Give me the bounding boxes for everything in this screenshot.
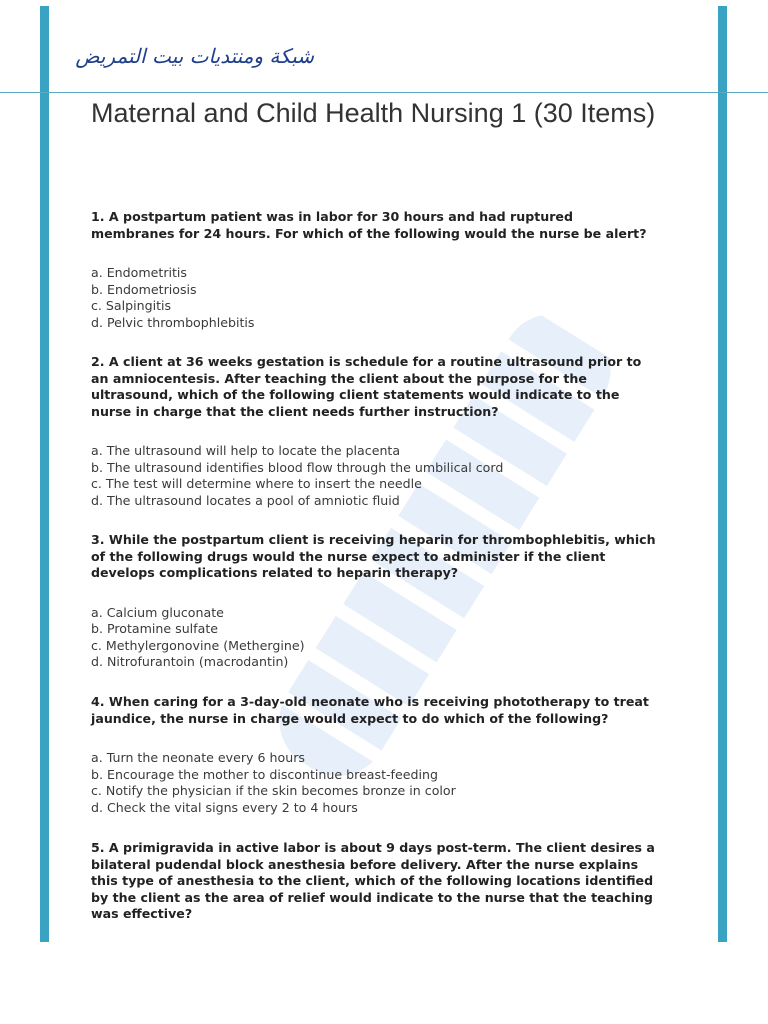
right-frame-bar (718, 6, 727, 942)
option-b[interactable]: b. Protamine sulfate (91, 621, 219, 636)
page-title: Maternal and Child Health Nursing 1 (30 Items) (91, 98, 656, 128)
question-3-options (91, 605, 656, 671)
stem-line: 4. When caring for a 3-day-old neonate who is receiving phototherapy to treat (91, 694, 649, 709)
stem-line: 3. While the postpartum client is receiving heparin for thrombophlebitis, which (91, 532, 656, 547)
stem-line: an amniocentesis. After teaching the client about the purpose for the (91, 370, 587, 386)
stem-line: ultrasound, which of the following client statements would indicate to the (91, 387, 620, 402)
stem-line: develops complications related to heparin therapy? (91, 565, 459, 580)
question-4-options (91, 750, 649, 816)
option-a[interactable]: a. Turn the neonate every 6 hours (91, 750, 305, 765)
header-rule (0, 92, 768, 93)
option-b[interactable]: b. Encourage the mother to discontinue breast-feeding (91, 766, 438, 782)
arabic-header: شبكة ومنتديات بيت التمريض (75, 44, 314, 68)
question-2-stem (91, 354, 641, 420)
option-d[interactable]: d. Pelvic thrombophlebitis (91, 314, 255, 330)
question-1-options (91, 265, 647, 331)
option-c[interactable]: c. Notify the physician if the skin becomes bronze in color (91, 783, 456, 798)
stem-line: jaundice, the nurse in charge would expect to do which of the following? (91, 710, 609, 726)
option-d[interactable]: d. Check the vital signs every 2 to 4 hours (91, 799, 358, 815)
stem-line: membranes for 24 hours. For which of the following would the nurse be alert? (91, 225, 647, 241)
option-a[interactable]: a. The ultrasound will help to locate the placenta (91, 443, 401, 458)
question-4-stem (91, 694, 649, 727)
option-a[interactable]: a. Endometritis (91, 265, 187, 280)
question-5-stem (91, 840, 655, 923)
question-1 (91, 209, 647, 331)
option-a[interactable]: a. Calcium gluconate (91, 604, 224, 620)
stem-line: nurse in charge that the client needs further instruction? (91, 403, 499, 419)
stem-line: by the client as the area of relief would indicate to the nurse that the teaching (91, 889, 653, 905)
stem-line: this type of anesthesia to the client, which of the following locations identified (91, 873, 654, 888)
stem-line: 2. A client at 36 weeks gestation is schedule for a routine ultrasound prior to (91, 354, 642, 369)
question-4 (91, 694, 649, 816)
option-d[interactable]: d. Nitrofurantoin (macrodantin) (91, 654, 289, 669)
question-2 (91, 354, 641, 509)
stem-line: 1. A postpartum patient was in labor for 30 hours and had ruptured (91, 209, 573, 224)
question-5 (91, 840, 655, 923)
option-c[interactable]: c. The test will determine where to insert the needle (91, 476, 422, 491)
option-d[interactable]: d. The ultrasound locates a pool of amniotic fluid (91, 492, 400, 508)
option-b[interactable]: b. The ultrasound identifies blood flow through the umbilical cord (91, 459, 504, 475)
question-1-stem (91, 209, 647, 242)
option-c[interactable]: c. Salpingitis (91, 298, 172, 313)
stem-line: was effective? (91, 906, 193, 921)
stem-line: of the following drugs would the nurse expect to administer if the client (91, 548, 606, 564)
question-2-options (91, 443, 641, 509)
stem-line: 5. A primigravida in active labor is about 9 days post-term. The client desires a (91, 840, 655, 855)
question-3-stem (91, 532, 656, 582)
option-b[interactable]: b. Endometriosis (91, 281, 197, 297)
option-c[interactable]: c. Methylergonovine (Methergine) (91, 637, 305, 653)
left-frame-bar (40, 6, 49, 942)
question-3 (91, 532, 656, 671)
stem-line: bilateral pudendal block anesthesia before delivery. After the nurse explains (91, 856, 639, 872)
